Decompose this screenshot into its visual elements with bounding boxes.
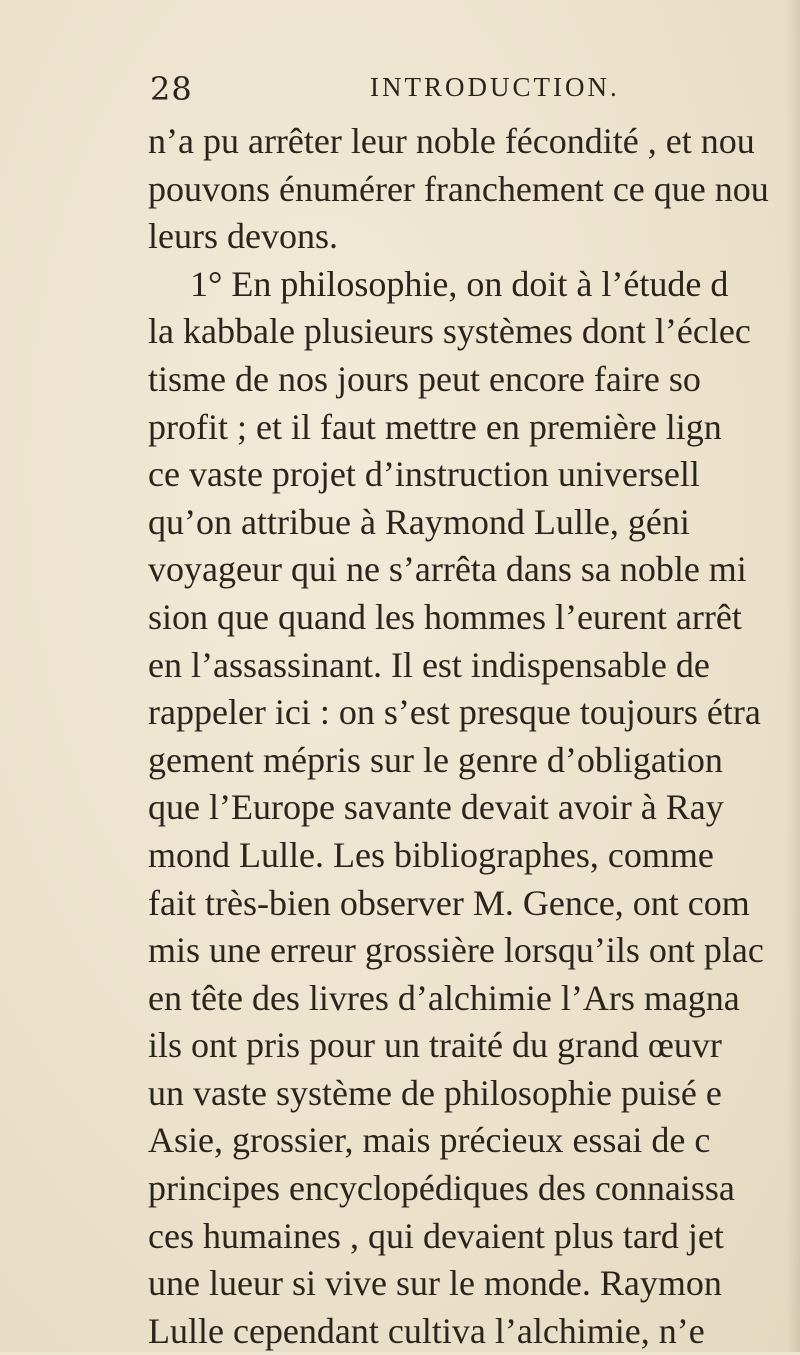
- running-title: INTRODUCTION.: [370, 72, 620, 102]
- text-line: gement mépris sur le genre d’obligation: [148, 739, 723, 780]
- text-line: ces humaines , qui devaient plus tard jet: [148, 1215, 724, 1256]
- text-line: Asie, grossier, mais précieux essai de c: [148, 1120, 711, 1161]
- text-line: tisme de nos jours peut encore faire so: [148, 358, 701, 399]
- text-line: qu’on attribue à Raymond Lulle, géni: [148, 501, 690, 542]
- text-line: fait très-bien observer M. Gence, ont com: [148, 882, 750, 923]
- text-line: que l’Europe savante devait avoir à Ray: [148, 787, 724, 828]
- text-line: sion que quand les hommes l’eurent arrêt: [148, 596, 742, 637]
- text-line: leurs devons.: [148, 216, 338, 257]
- text-line: mis une erreur grossière lorsqu’ils ont plac: [148, 930, 764, 971]
- text-line: la kabbale plusieurs systèmes dont l’éclec: [148, 311, 751, 352]
- text-line: en l’assassinant. Il est indispensable de: [148, 644, 710, 685]
- text-line: ils ont pris pour un traité du grand œuvr: [148, 1025, 722, 1066]
- text-line: n’a pu arrêter leur noble fécondité , et nou: [148, 121, 755, 161]
- text-line: voyageur qui ne s’arrêta dans sa noble mi: [148, 549, 747, 590]
- text-line: en tête des livres d’alchimie l’Ars magna: [148, 977, 740, 1018]
- text-line: ce vaste projet d’instruction universell: [148, 454, 700, 495]
- text-line: un vaste système de philosophie puisé e: [148, 1072, 722, 1113]
- text-line: profit ; et il faut mettre en première lign: [148, 406, 722, 447]
- text-line: mond Lulle. Les bibliographes, comme: [148, 834, 714, 875]
- text-line: pouvons énumérer franchement ce que nou: [148, 168, 769, 209]
- text-line: Lulle cependant cultiva l’alchimie, n’e: [148, 1310, 705, 1351]
- text-line: une lueur si vive sur le monde. Raymon: [148, 1263, 722, 1304]
- body-text: [148, 118, 800, 1355]
- page-number: 28: [150, 70, 193, 108]
- running-head: [150, 70, 790, 110]
- text-line: rappeler ici : on s’est presque toujours étra: [148, 692, 761, 733]
- text-line: 1° En philosophie, on doit à l’étude d: [190, 263, 729, 304]
- text-line: principes encyclopédiques des connaissa: [148, 1168, 735, 1209]
